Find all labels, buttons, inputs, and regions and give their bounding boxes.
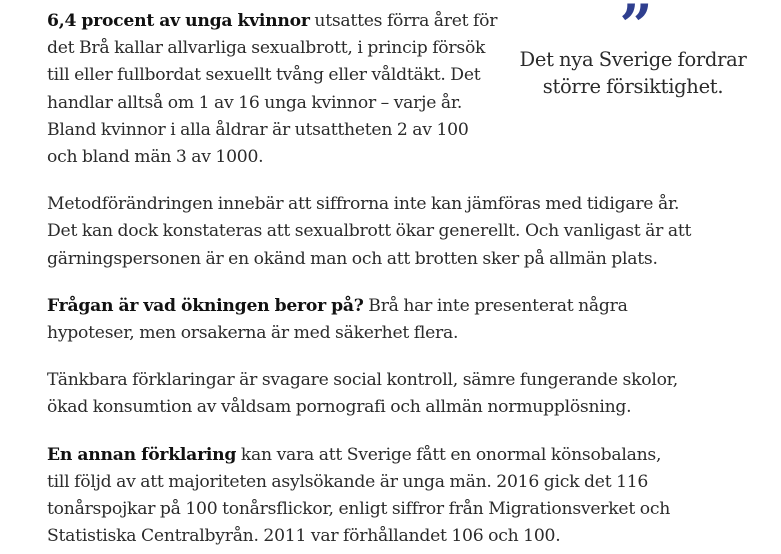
bold-lead: 6,4 procent av unga kvinnor	[47, 11, 310, 31]
text-line: och bland män 3 av 1000.	[47, 147, 264, 168]
text-line: tonårspojkar på 100 tonårsflickor, enligt siffror från Migrationsverket och	[47, 499, 671, 520]
text-line	[47, 442, 747, 469]
text-line: Bland kvinnor i alla åldrar är utsattheten 2 av 100	[47, 119, 469, 140]
text-line: Statistiska Centralbyrån. 2011 var förhållandet 106 och 100.	[47, 526, 561, 547]
text-line: Tänkbara förklaringar är svagare social kontroll, sämre fungerande skolor,	[47, 370, 678, 391]
paragraph-other-explanation	[47, 442, 747, 551]
paragraph-method	[47, 191, 747, 273]
text-line	[47, 8, 498, 35]
pull-quote-line: Det nya Sverige fordrar	[519, 48, 747, 71]
text-line: Det kan dock konstateras att sexualbrott ökar generellt. Och vanligast är att	[47, 221, 692, 242]
text-line: till eller fullbordat sexuellt tvång eller våldtäkt. Det	[47, 65, 481, 86]
text-line: handlar alltså om 1 av 16 unga kvinnor – varje år.	[47, 92, 463, 113]
text-line	[47, 293, 747, 320]
bold-lead: Frågan är vad ökningen beror på?	[47, 295, 364, 316]
text-line: gärningspersonen är en okänd man och att brotten sker på allmän plats.	[47, 248, 658, 269]
text-line: till följd av att majoriteten asylsökande är unga män. 2016 gick det 116	[47, 471, 649, 492]
text-line: det Brå kallar allvarliga sexualbrott, i princip försök	[47, 38, 486, 59]
quote-mark-icon: ”	[619, 0, 647, 60]
paragraph-explanations	[47, 367, 747, 421]
text-run: Brå har inte presenterat några	[363, 295, 628, 316]
article-body	[47, 8, 747, 550]
pull-quote-line: större försiktighet.	[542, 75, 724, 98]
bold-lead: En annan förklaring	[47, 444, 237, 465]
text-line: Metodförändringen innebär att siffrorna inte kan jämföras med tidigare år.	[47, 194, 680, 215]
paragraph-intro	[47, 8, 498, 171]
text-run: kan vara att Sverige fått en onormal könsobalans,	[236, 444, 662, 465]
text-run: utsattes förra året för	[309, 11, 498, 31]
text-line: hypoteser, men orsakerna är med säkerhet flera.	[47, 323, 459, 344]
text-line: ökad konsumtion av våldsam pornografi och allmän normupplösning.	[47, 397, 632, 418]
paragraph-question	[47, 293, 747, 347]
